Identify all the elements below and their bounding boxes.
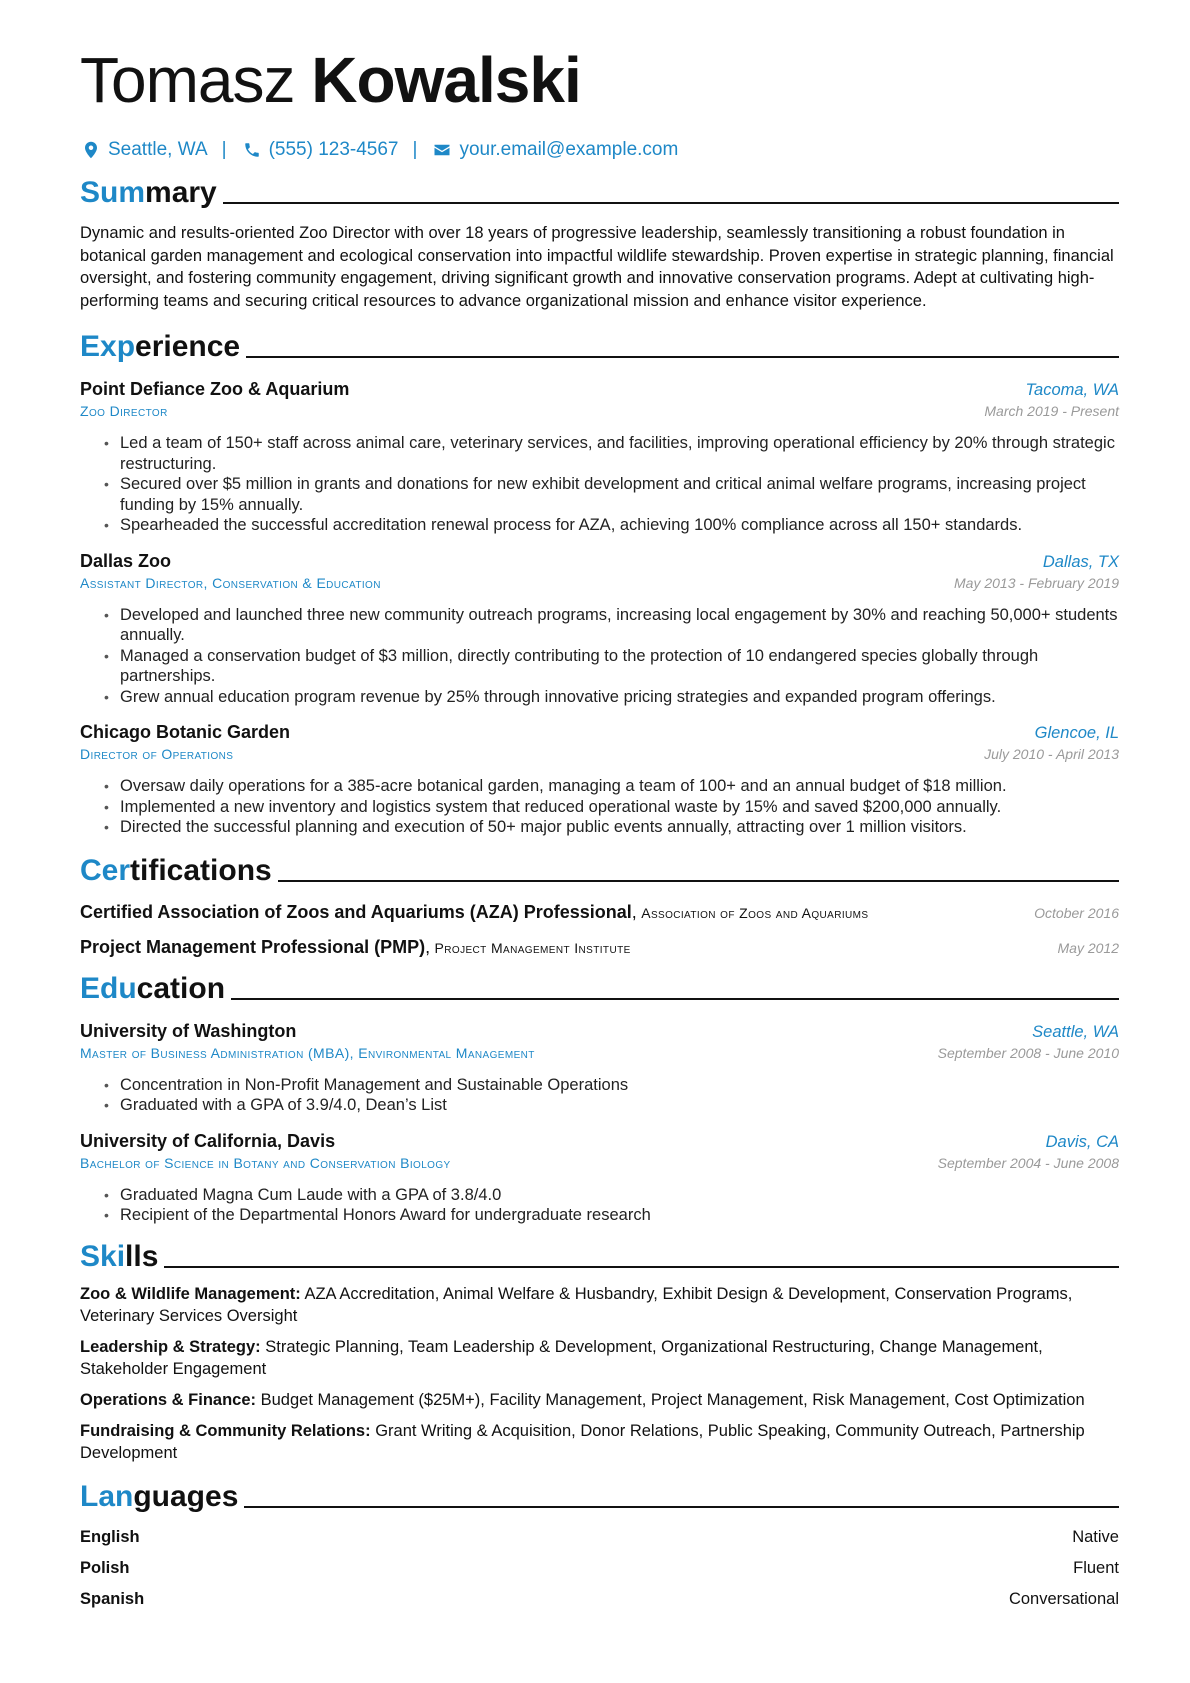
skill-category: Zoo & Wildlife Management: xyxy=(80,1284,301,1303)
skill-category: Leadership & Strategy: xyxy=(80,1337,261,1356)
entry-location: Glencoe, IL xyxy=(1034,724,1119,742)
achievement-item: • Directed the successful planning and execution of 50+ major public events annually, attracting over 1 million visitors. xyxy=(104,817,1119,838)
first-name: Tomasz xyxy=(80,44,295,116)
language-level: Native xyxy=(1072,1527,1119,1546)
heading-rest: erience xyxy=(135,330,241,363)
heading-accent: Edu xyxy=(80,971,137,1005)
certification-entry xyxy=(80,937,1119,958)
contact-location xyxy=(80,139,208,161)
entry-location: Dallas, TX xyxy=(1042,552,1119,571)
skill-group xyxy=(80,1283,1119,1327)
contact-separator: | xyxy=(221,139,227,160)
heading-rule xyxy=(278,880,1119,882)
certification-comma: , xyxy=(425,936,431,957)
map-pin-icon xyxy=(82,141,100,159)
last-name: Kowalski xyxy=(311,44,581,116)
education-detail-item: • Recipient of the Departmental Honors Award for undergraduate research xyxy=(104,1205,1119,1226)
language-name: Polish xyxy=(80,1558,130,1577)
job-title: Director of Operations xyxy=(80,746,234,762)
envelope-icon xyxy=(433,141,451,159)
heading-accent: Lan xyxy=(80,1479,134,1513)
education-entry xyxy=(80,1020,1119,1116)
job-title: Assistant Director, Conservation & Education xyxy=(80,574,381,591)
experience-entry xyxy=(80,378,1119,536)
skill-category: Operations & Finance: xyxy=(80,1390,257,1409)
summary-heading xyxy=(80,170,1119,210)
heading-rest: tifications xyxy=(130,853,272,887)
certification-date: October 2016 xyxy=(1034,904,1119,921)
heading-rest: cation xyxy=(136,971,226,1005)
phone-text: (555) 123-4567 xyxy=(268,139,399,160)
heading-accent: Cer xyxy=(80,853,131,887)
entry-dates: September 2008 - June 2010 xyxy=(937,1044,1119,1061)
experience-heading xyxy=(80,324,1119,364)
candidate-name xyxy=(80,40,1119,120)
heading-rest: guages xyxy=(133,1479,239,1513)
skill-category: Fundraising & Community Relations: xyxy=(80,1421,371,1440)
contact-bar xyxy=(80,136,1119,164)
achievement-item: • Grew annual education program revenue by 25% through innovative pricing strategies and expanded program offerings. xyxy=(104,687,1119,708)
achievement-item: • Managed a conservation budget of $3 million, directly contributing to the protection of 10 endangered species globally through partnerships. xyxy=(104,646,1119,687)
employer-name: Point Defiance Zoo & Aquarium xyxy=(80,379,350,399)
certification-date: May 2012 xyxy=(1057,939,1119,956)
education-entry xyxy=(80,1130,1119,1226)
heading-rule xyxy=(246,356,1119,358)
entry-dates: September 2004 - June 2008 xyxy=(937,1154,1119,1171)
education-detail-list xyxy=(104,1075,1119,1116)
certification-issuer: Project Management Institute xyxy=(434,939,631,956)
phone-icon xyxy=(243,141,261,159)
contact-email[interactable] xyxy=(431,139,678,161)
certification-entry xyxy=(80,902,1119,923)
entry-dates: March 2019 - Present xyxy=(984,403,1119,419)
skill-list: AZA Accreditation, Animal Welfare & Husbandry, Exhibit Design & Development, Conservation Programs, Veterinary Services Oversight xyxy=(80,1284,1073,1325)
heading-rest: lls xyxy=(125,1239,159,1273)
certification-name: Certified Association of Zoos and Aquariums (AZA) Professional xyxy=(80,901,632,922)
achievement-item: • Spearheaded the successful accreditation renewal process for AZA, achieving 100% compliance across all 150+ standards. xyxy=(104,515,1119,536)
employer-name: Chicago Botanic Garden xyxy=(80,722,291,742)
achievement-item: • Oversaw daily operations for a 385-acre botanical garden, managing a team of 100+ and an annual budget of $18 million. xyxy=(104,776,1119,797)
entry-dates: May 2013 - February 2019 xyxy=(954,574,1119,591)
education-detail-item: • Concentration in Non-Profit Management and Sustainable Operations xyxy=(104,1075,1119,1096)
experience-entry xyxy=(80,550,1119,708)
achievement-item: • Led a team of 150+ staff across animal care, veterinary services, and facilities, improving operational efficiency by 20% through strategic restructuring. xyxy=(104,433,1119,474)
certification-name: Project Management Professional (PMP) xyxy=(80,936,426,957)
entry-dates: July 2010 - April 2013 xyxy=(984,746,1119,762)
language-name: English xyxy=(80,1527,140,1546)
experience-entry xyxy=(80,721,1119,838)
skill-group xyxy=(80,1420,1119,1464)
language-level: Conversational xyxy=(1008,1589,1119,1608)
language-entry xyxy=(80,1557,1119,1579)
email-link[interactable]: your.email@example.com xyxy=(459,139,679,160)
education-detail-list xyxy=(104,1185,1119,1226)
language-entry xyxy=(80,1588,1119,1610)
school-name: University of California, Davis xyxy=(80,1130,336,1151)
skill-group xyxy=(80,1389,1119,1411)
certification-issuer: Association of Zoos and Aquariums xyxy=(641,904,869,921)
job-title: Zoo Director xyxy=(80,403,168,419)
education-heading xyxy=(80,966,1119,1006)
language-level: Fluent xyxy=(1073,1558,1119,1577)
entry-location: Davis, CA xyxy=(1045,1132,1119,1151)
certification-comma: , xyxy=(631,901,637,922)
degree-name: Bachelor of Science in Botany and Conservation Biology xyxy=(80,1154,451,1171)
languages-heading xyxy=(80,1474,1119,1514)
resume-page xyxy=(80,40,1119,1610)
employer-name: Dallas Zoo xyxy=(80,550,172,571)
heading-accent: Exp xyxy=(80,330,136,363)
education-detail-item: • Graduated Magna Cum Laude with a GPA of 3.8/4.0 xyxy=(104,1185,1119,1206)
skill-list: Grant Writing & Acquisition, Donor Relations, Public Speaking, Community Outreach, Partnership Development xyxy=(80,1421,1085,1462)
achievement-item: • Secured over $5 million in grants and donations for new exhibit development and critical animal welfare programs, increasing project funding by 15% annually. xyxy=(104,474,1119,515)
heading-rule xyxy=(223,202,1119,204)
heading-accent: Ski xyxy=(80,1239,126,1273)
achievement-list xyxy=(104,776,1119,838)
skill-list: Budget Management ($25M+), Facility Management, Project Management, Risk Management, Cost Optimization xyxy=(260,1390,1085,1409)
language-name: Spanish xyxy=(80,1589,145,1608)
heading-rest: mary xyxy=(145,176,217,209)
entry-location: Tacoma, WA xyxy=(1025,381,1119,399)
language-entry xyxy=(80,1526,1119,1548)
contact-separator: | xyxy=(412,139,418,160)
achievement-item: • Developed and launched three new community outreach programs, increasing local engagement by 30% and reaching 50,000+ students annually. xyxy=(104,605,1119,646)
heading-rule xyxy=(244,1506,1119,1508)
summary-text: Dynamic and results-oriented Zoo Director with over 18 years of progressive leadership, seamlessly transitioning a robust foundation in botanical garden management and ecological conservation into impactful wildlife stewardship. Proven expertise in strategic planning, financial oversight, and fostering community engagement, driving significant growth and innovative conservation programs. Adept at cultivating high-performing teams and securing critical resources to advance organizational mission and enhance visitor experience. xyxy=(80,224,1114,310)
skills-heading xyxy=(80,1234,1119,1274)
heading-rule xyxy=(164,1266,1119,1268)
entry-location: Seattle, WA xyxy=(1032,1022,1119,1041)
heading-rule xyxy=(231,998,1119,1000)
location-text: Seattle, WA xyxy=(108,139,208,160)
school-name: University of Washington xyxy=(80,1020,297,1041)
degree-name: Master of Business Administration (MBA), Environmental Management xyxy=(80,1044,535,1061)
skill-list: Strategic Planning, Team Leadership & Development, Organizational Restructuring, Change Management, Stakeholder Engagement xyxy=(80,1337,1043,1378)
skill-group xyxy=(80,1336,1119,1380)
achievement-item: • Implemented a new inventory and logistics system that reduced operational waste by 15% and saved $200,000 annually. xyxy=(104,797,1119,818)
certifications-heading xyxy=(80,848,1119,888)
heading-accent: Sum xyxy=(80,176,146,209)
education-detail-item: • Graduated with a GPA of 3.9/4.0, Dean’s List xyxy=(104,1095,1119,1116)
contact-phone[interactable] xyxy=(241,139,399,161)
achievement-list xyxy=(104,605,1119,708)
achievement-list xyxy=(104,433,1119,536)
